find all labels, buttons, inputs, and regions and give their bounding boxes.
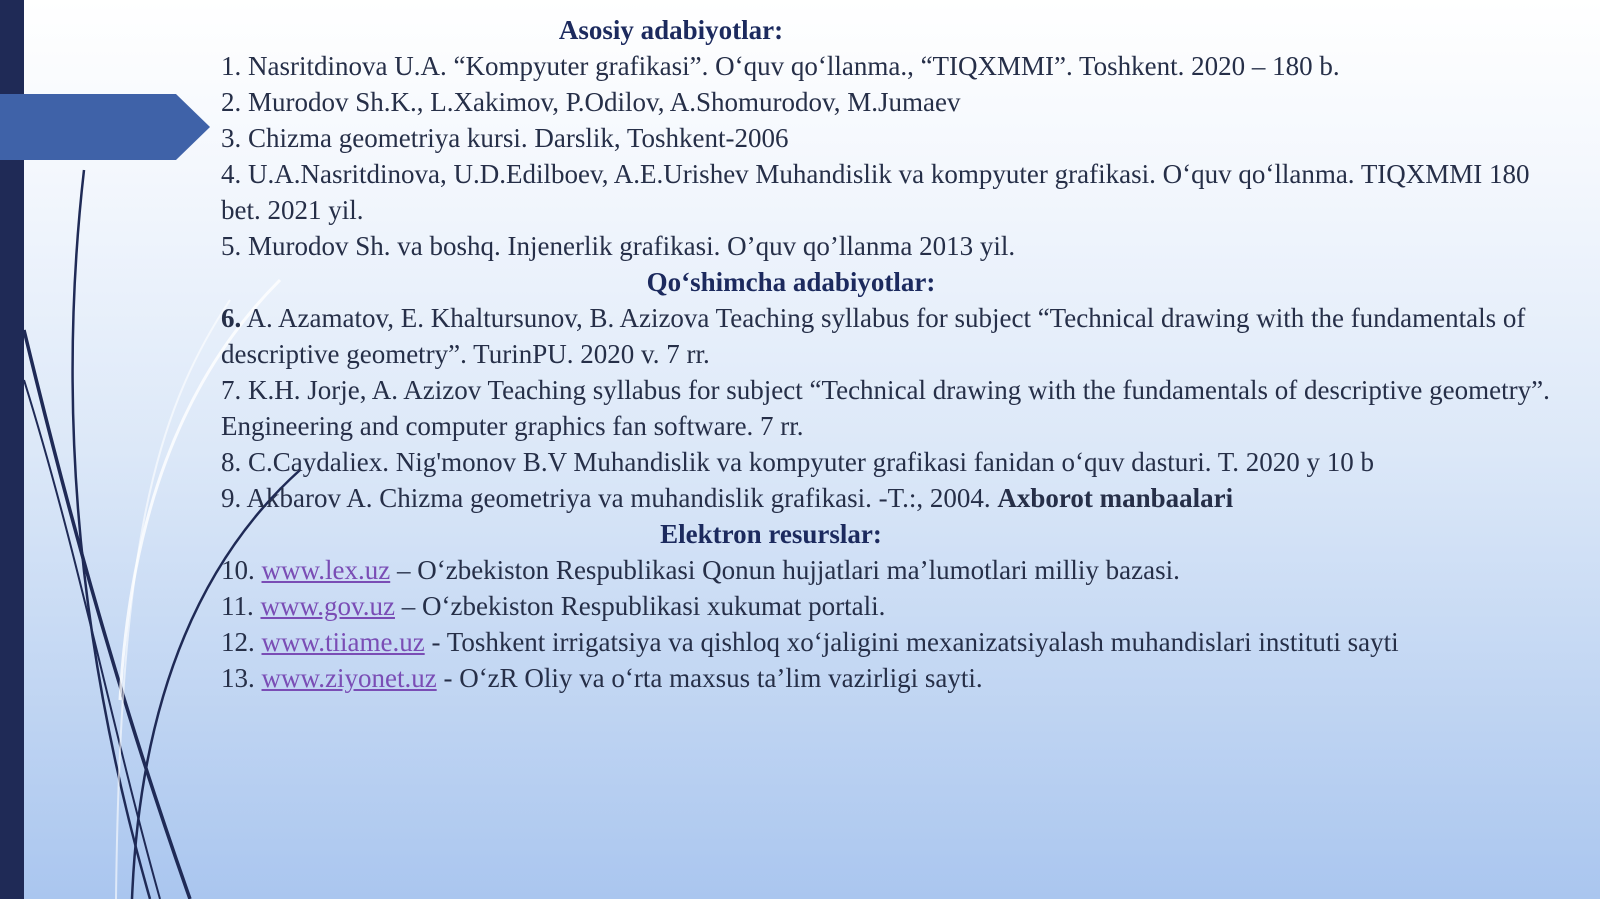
heading-electronic-resources: Elektron resurslar: xyxy=(660,519,882,549)
list-item: 5. Murodov Sh. va boshq. Injenerlik grafikasi. O’quv qo’llanma 2013 yil. xyxy=(221,231,1016,261)
list-item: 13. www.ziyonet.uz - O‘zR Oliy va o‘rta maxsus ta’lim vazirligi sayti. xyxy=(221,663,983,693)
list-item: 4. U.A.Nasritdinova, U.D.Edilboev, A.E.Urishev Muhandislik va kompyuter grafikasi. O‘quv qo‘llanma. TIQXMMI 180 bet. 2021 yil. xyxy=(221,159,1530,225)
heading-main-literature: Asosiy adabiyotlar: xyxy=(558,15,784,45)
list-item: 11. www.gov.uz – O‘zbekiston Respublikasi xukumat portali. xyxy=(221,591,886,621)
list-item: 10. www.lex.uz – O‘zbekiston Respublikasi Qonun hujjatlari ma’lumotlari milliy bazasi. xyxy=(221,555,1180,585)
heading-additional-literature: Qo‘shimcha adabiyotlar: xyxy=(646,267,936,297)
list-item: 9. Akbarov A. Chizma geometriya va muhandislik grafikasi. -T.:, 2004. Axborot manbaalari xyxy=(221,483,1234,513)
main-references-list xyxy=(221,48,1561,264)
additional-references-list xyxy=(221,300,1561,516)
list-item: 6. A. Azamatov, E. Khaltursunov, B. Azizova Teaching syllabus for subject “Technical drawing with the fundamentals of descriptive geometry”. TurinPU. 2020 v. 7 rr. xyxy=(221,303,1526,369)
list-item: 3. Chizma geometriya kursi. Darslik, Toshkent-2006 xyxy=(221,123,789,153)
list-item: 7. K.H. Jorje, A. Azizov Teaching syllabus for subject “Technical drawing with the fundamentals of descriptive geometry”. Engineering and computer graphics fan software. 7 rr. xyxy=(221,375,1550,441)
link-ziyonet-uz[interactable]: www.ziyonet.uz xyxy=(261,663,437,693)
list-item: 12. www.tiiame.uz - Toshkent irrigatsiya va qishloq xo‘jaligini mexanizatsiyalash muhandislari instituti sayti xyxy=(221,627,1399,657)
arrow-tab-shape xyxy=(0,94,210,160)
list-item: 8. C.Caydaliex. Nig'monov B.V Muhandislik va kompyuter grafikasi fanidan o‘quv dasturi. T. 2020 y 10 b xyxy=(221,447,1374,477)
references-content xyxy=(221,12,1561,696)
list-item: 1. Nasritdinova U.A. “Kompyuter grafikasi”. O‘quv qo‘llanma., “TIQXMMI”. Toshkent. 2020 – 180 b. xyxy=(221,51,1340,81)
link-tiiame-uz[interactable]: www.tiiame.uz xyxy=(261,627,425,657)
info-sources-label: Axborot manbaalari xyxy=(997,483,1234,513)
electronic-references-list xyxy=(221,552,1561,696)
list-item: 2. Murodov Sh.K., L.Xakimov, P.Odilov, A.Shomurodov, M.Jumaev xyxy=(221,87,961,117)
link-lex-uz[interactable]: www.lex.uz xyxy=(261,555,391,585)
link-gov-uz[interactable]: www.gov.uz xyxy=(260,591,395,621)
